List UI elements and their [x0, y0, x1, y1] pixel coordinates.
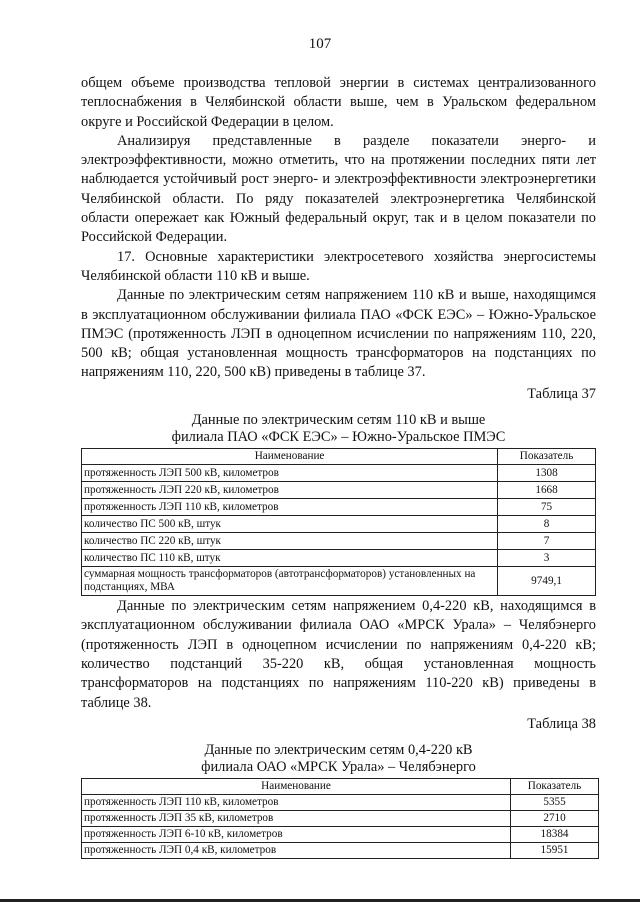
table-row	[82, 827, 599, 843]
page-number: 107	[308, 36, 332, 52]
row-value: 1668	[498, 482, 596, 499]
paragraph-heat-energy: общем объеме производства тепловой энергии в системах централизованного теплоснабжения в Челябинской области выше, чем в Уральском федеральном округе и Российской Федерации в целом.	[81, 75, 596, 130]
table-row	[82, 811, 599, 827]
row-value: 8	[498, 516, 596, 533]
table-row	[82, 499, 596, 516]
table-37-title-line2: филиала ПАО «ФСК ЕЭС» – Южно-Уральское ПМЭС	[171, 429, 506, 446]
paragraph-fsk-networks: Данные по электрическим сетям напряжением 110 кВ и выше, находящимся в эксплуатационном обслуживании филиала ПАО «ФСК ЕЭС» – Южно-Уральское ПМЭС (протяженность ЛЭП в одноцепном исчислении по напряжениям 110, 220, 500 кВ; общая установленная мощность трансформаторов на подстанциях по напряжениям 110, 220, 500 кВ) приведены в таблице 37.	[81, 287, 596, 381]
table-header-row	[82, 449, 596, 465]
row-name: количество ПС 220 кВ, штук	[82, 533, 498, 550]
table-38-title-line2: филиала ОАО «МРСК Урала» – Челябэнерго	[201, 759, 476, 776]
row-name: количество ПС 500 кВ, штук	[82, 516, 498, 533]
table-38	[81, 778, 599, 859]
section-heading-17: 17. Основные характеристики электросетевого хозяйства энергосистемы Челябинской области 110 кВ и выше.	[81, 248, 596, 284]
row-value: 9749,1	[498, 567, 596, 596]
column-header-value: Показатель	[511, 779, 599, 795]
table-38-title	[81, 742, 596, 776]
paragraph-mrsk-networks: Данные по электрическим сетям напряжением 0,4-220 кВ, находящимся в эксплуатационном обслуживании филиала ОАО «МРСК Урала» – Челябэнерго (протяженность ЛЭП в одноцепном исчислении по напряжениям 0,4-220 кВ; количество подстанций 35-220 кВ, общая установленная мощность трансформаторов на подстанциях по напряжениям 110-220 кВ) приведены в таблице 38.	[81, 598, 596, 711]
row-name: протяженность ЛЭП 0,4 кВ, километров	[82, 843, 511, 859]
column-header-value: Показатель	[498, 449, 596, 465]
row-name: количество ПС 110 кВ, штук	[82, 550, 498, 567]
table-37-title-line1: Данные по электрическим сетям 110 кВ и выше	[191, 412, 486, 429]
paragraph-efficiency: Анализируя представленные в разделе показатели энерго- и электроэффективности, можно отметить, что на протяжении последних пяти лет наблюдается устойчивый рост энерго- и электроэффективности электроэнергетики Челябинской области. По ряду показателей электроэнергетика Челябинской области опережает как Южный федеральный округ, так и в целом показатели по Российской Федерации.	[81, 132, 596, 246]
table-row	[82, 516, 596, 533]
row-value: 2710	[511, 811, 599, 827]
row-value: 15951	[511, 843, 599, 859]
table-37	[81, 448, 596, 596]
row-name: протяженность ЛЭП 110 кВ, километров	[82, 795, 511, 811]
scan-edge-line	[0, 899, 640, 902]
row-value: 7	[498, 533, 596, 550]
table-row	[82, 533, 596, 550]
table-row	[82, 843, 599, 859]
table-38-label: Таблица 38	[527, 715, 596, 732]
row-name: протяженность ЛЭП 35 кВ, километров	[82, 811, 511, 827]
row-value: 3	[498, 550, 596, 567]
row-value: 5355	[511, 795, 599, 811]
column-header-name: Наименование	[82, 779, 511, 795]
row-name: протяженность ЛЭП 500 кВ, километров	[82, 465, 498, 482]
row-value: 18384	[511, 827, 599, 843]
row-name: протяженность ЛЭП 220 кВ, километров	[82, 482, 498, 499]
table-row	[82, 795, 599, 811]
row-name: суммарная мощность трансформаторов (автотрансформаторов) установленных на подстанциях, МВА	[82, 567, 498, 596]
table-37-label: Таблица 37	[527, 385, 596, 402]
table-row	[82, 567, 596, 596]
table-37-title	[81, 412, 596, 446]
row-name: протяженность ЛЭП 110 кВ, километров	[82, 499, 498, 516]
row-name: протяженность ЛЭП 6-10 кВ, километров	[82, 827, 511, 843]
table-row	[82, 482, 596, 499]
table-row	[82, 465, 596, 482]
table-header-row	[82, 779, 599, 795]
row-value: 75	[498, 499, 596, 516]
column-header-name: Наименование	[82, 449, 498, 465]
table-38-title-line1: Данные по электрическим сетям 0,4-220 кВ	[204, 742, 473, 759]
table-row	[82, 550, 596, 567]
row-value: 1308	[498, 465, 596, 482]
document-body	[81, 74, 596, 859]
